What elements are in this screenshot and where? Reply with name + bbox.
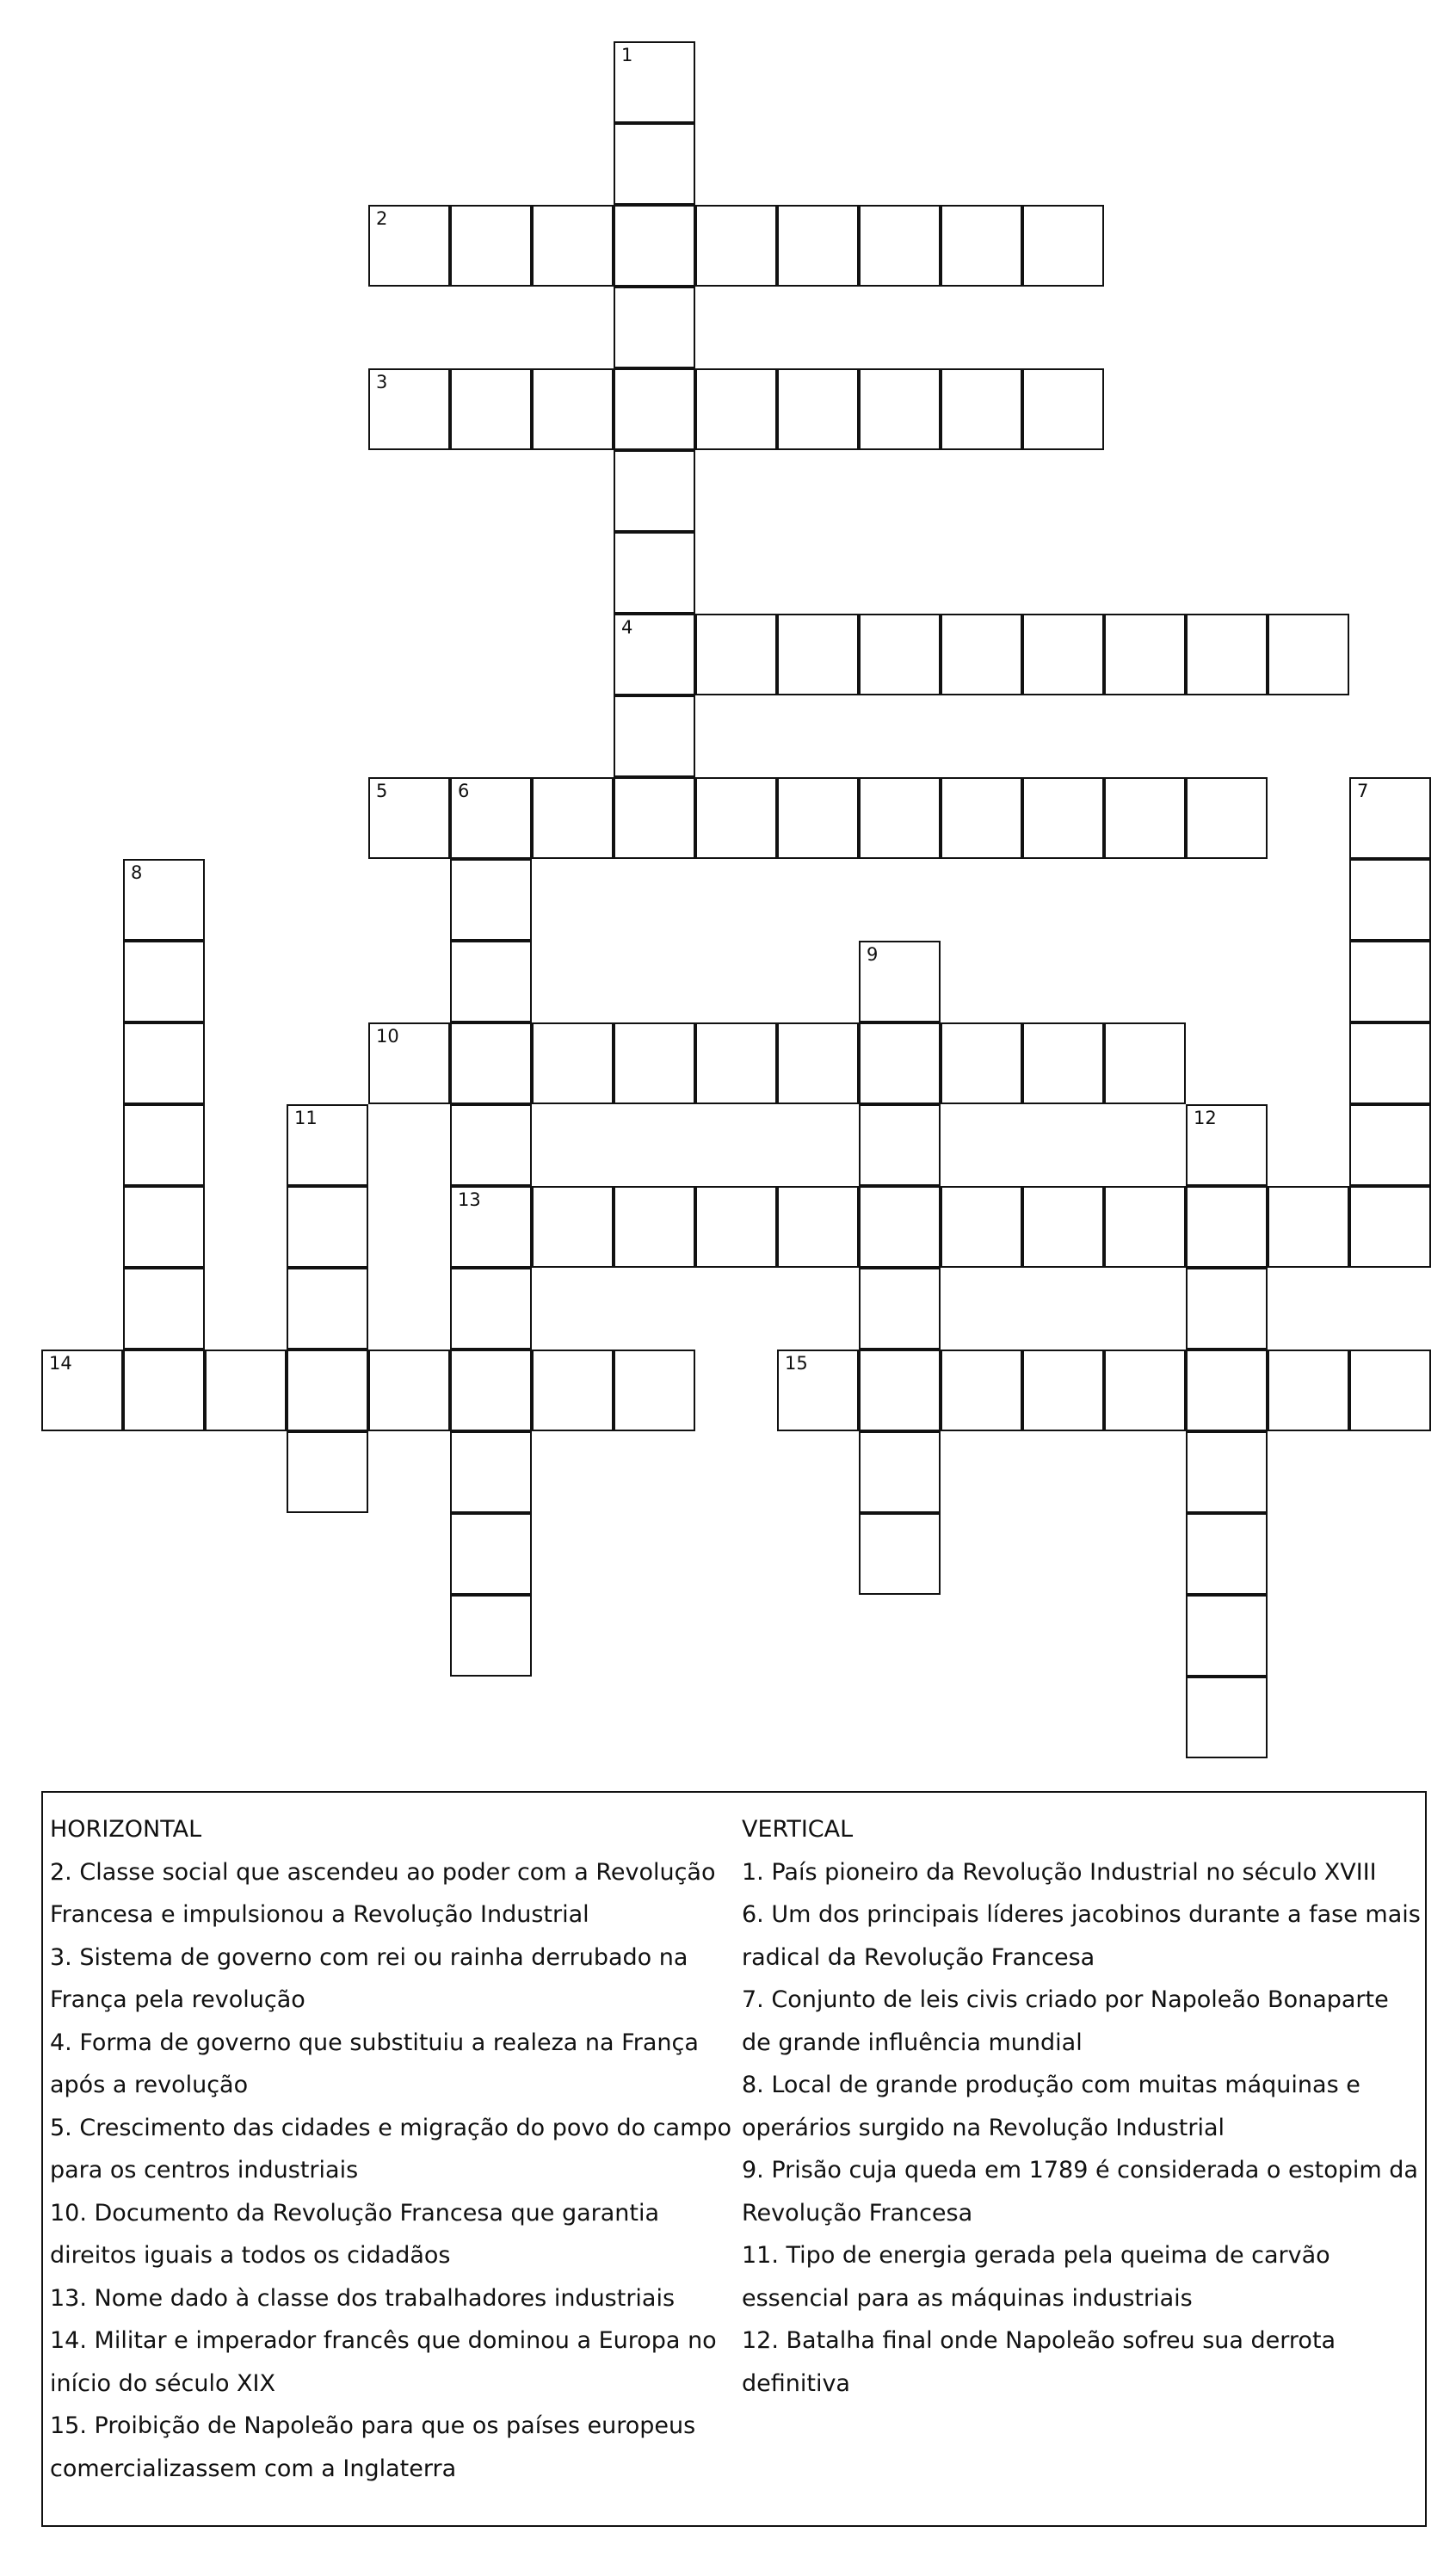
grid-cell[interactable] [614, 205, 695, 287]
grid-cell[interactable] [1022, 777, 1104, 859]
grid-cell[interactable] [368, 205, 450, 287]
grid-cell[interactable] [450, 1022, 532, 1104]
grid-cell[interactable] [1268, 1186, 1349, 1268]
clue-number: 5 [376, 781, 388, 801]
vertical-heading: VERTICAL [742, 1816, 854, 1843]
grid-cell[interactable] [1104, 1350, 1186, 1431]
grid-cell[interactable] [859, 941, 941, 1022]
grid-cell[interactable] [1104, 1022, 1186, 1104]
grid-cell[interactable] [450, 1431, 532, 1513]
grid-cell[interactable] [532, 777, 614, 859]
grid-cell[interactable] [1349, 859, 1431, 941]
grid-cell[interactable] [777, 777, 859, 859]
grid-cell[interactable] [1186, 1677, 1268, 1758]
grid-cell[interactable] [1186, 1104, 1268, 1186]
clue-h-4: 4. Forma de governo que substituiu a realeza na França após a revolução [50, 2029, 699, 2098]
grid-cell[interactable] [1268, 614, 1349, 695]
grid-cell[interactable] [695, 1022, 777, 1104]
grid-cell[interactable] [777, 614, 859, 695]
grid-cell[interactable] [123, 1186, 205, 1268]
clues-box [41, 1791, 1427, 2527]
grid-cell[interactable] [205, 1350, 287, 1431]
grid-cell[interactable] [368, 1022, 450, 1104]
grid-cell[interactable] [614, 1186, 695, 1268]
grid-cell[interactable] [1268, 1350, 1349, 1431]
clue-h-14: 14. Militar e imperador francês que dominou a Europa no início do século XIX [50, 2327, 717, 2397]
clue-number: 11 [294, 1108, 318, 1128]
grid-cell[interactable] [859, 1022, 941, 1104]
clue-v-9: 9. Prisão cuja queda em 1789 é considerada o estopim da Revolução Francesa [742, 2157, 1418, 2227]
clue-number: 15 [785, 1353, 808, 1374]
grid-cell[interactable] [123, 1022, 205, 1104]
clue-number: 12 [1194, 1108, 1217, 1128]
grid-cell[interactable] [532, 368, 614, 450]
grid-cell[interactable] [695, 368, 777, 450]
grid-cell[interactable] [859, 1104, 941, 1186]
grid-cell[interactable] [1022, 368, 1104, 450]
clue-number: 6 [458, 781, 470, 801]
grid-cell[interactable] [368, 368, 450, 450]
clue-number: 2 [376, 208, 388, 229]
grid-cell[interactable] [1349, 941, 1431, 1022]
grid-cell[interactable] [1349, 1350, 1431, 1431]
grid-cell[interactable] [1186, 614, 1268, 695]
grid-cell[interactable] [1349, 777, 1431, 859]
clue-h-13: 13. Nome dado à classe dos trabalhadores industriais [50, 2284, 676, 2312]
grid-cell[interactable] [450, 1513, 532, 1595]
grid-cell[interactable] [1022, 614, 1104, 695]
clue-h-10: 10. Documento da Revolução Francesa que garantia direitos iguais a todos os cidadãos [50, 2199, 660, 2269]
grid-cell[interactable] [41, 1350, 123, 1431]
grid-cell[interactable] [614, 777, 695, 859]
grid-cell[interactable] [287, 1104, 368, 1186]
clue-number: 10 [376, 1026, 399, 1047]
grid-cell[interactable] [941, 1022, 1022, 1104]
grid-cell[interactable] [614, 287, 695, 368]
grid-cell[interactable] [450, 1186, 532, 1268]
clue-number: 4 [621, 617, 633, 638]
clue-number: 13 [458, 1189, 481, 1210]
clue-number: 1 [621, 45, 633, 65]
grid-cell[interactable] [123, 1268, 205, 1350]
grid-cell[interactable] [614, 41, 695, 123]
grid-cell[interactable] [1104, 1186, 1186, 1268]
grid-cell[interactable] [1022, 1022, 1104, 1104]
grid-cell[interactable] [1022, 1186, 1104, 1268]
grid-cell[interactable] [1104, 777, 1186, 859]
grid-cell[interactable] [614, 368, 695, 450]
clue-v-1: 1. País pioneiro da Revolução Industrial no século XVIII [742, 1858, 1377, 1886]
grid-cell[interactable] [777, 1186, 859, 1268]
grid-cell[interactable] [859, 1431, 941, 1513]
clue-number: 8 [131, 862, 143, 883]
grid-cell[interactable] [614, 450, 695, 532]
clue-h-3: 3. Sistema de governo com rei ou rainha derrubado na França pela revolução [50, 1943, 688, 2013]
grid-cell[interactable] [941, 368, 1022, 450]
grid-cell[interactable] [450, 1350, 532, 1431]
grid-cell[interactable] [532, 1350, 614, 1431]
grid-cell[interactable] [859, 777, 941, 859]
clue-number: 7 [1357, 781, 1369, 801]
grid-cell[interactable] [1104, 614, 1186, 695]
grid-cell[interactable] [614, 1022, 695, 1104]
grid-cell[interactable] [1349, 1186, 1431, 1268]
grid-cell[interactable] [123, 1104, 205, 1186]
clue-number: 14 [49, 1353, 72, 1374]
grid-cell[interactable] [777, 1022, 859, 1104]
clue-v-11: 11. Tipo de energia gerada pela queima de carvão essencial para as máquinas industriais [742, 2242, 1330, 2312]
grid-cell[interactable] [859, 1513, 941, 1595]
clue-h-2: 2. Classe social que ascendeu ao poder com a Revolução Francesa e impulsionou a Revolução Industrial [50, 1858, 716, 1928]
grid-cell[interactable] [614, 695, 695, 777]
grid-cell[interactable] [1349, 1022, 1431, 1104]
grid-cell[interactable] [450, 941, 532, 1022]
grid-cell[interactable] [1186, 1186, 1268, 1268]
clue-v-12: 12. Batalha final onde Napoleão sofreu sua derrota definitiva [742, 2327, 1336, 2397]
grid-cell[interactable] [450, 1595, 532, 1677]
grid-cell[interactable] [450, 205, 532, 287]
grid-cell[interactable] [287, 1350, 368, 1431]
grid-cell[interactable] [532, 1186, 614, 1268]
grid-cell[interactable] [1186, 777, 1268, 859]
grid-cell[interactable] [695, 777, 777, 859]
grid-cell[interactable] [450, 1268, 532, 1350]
grid-cell[interactable] [777, 1350, 859, 1431]
grid-cell[interactable] [368, 1350, 450, 1431]
grid-cell[interactable] [777, 368, 859, 450]
grid-cell[interactable] [1186, 1513, 1268, 1595]
grid-cell[interactable] [1022, 1350, 1104, 1431]
grid-cell[interactable] [695, 614, 777, 695]
clue-v-7: 7. Conjunto de leis civis criado por Napoleão Bonaparte de grande influência mundial [742, 1986, 1389, 2056]
grid-cell[interactable] [614, 614, 695, 695]
grid-cell[interactable] [695, 205, 777, 287]
grid-cell[interactable] [287, 1186, 368, 1268]
clue-number: 9 [867, 944, 879, 965]
grid-cell[interactable] [450, 1104, 532, 1186]
grid-cell[interactable] [859, 205, 941, 287]
grid-cell[interactable] [1186, 1268, 1268, 1350]
grid-cell[interactable] [695, 1186, 777, 1268]
grid-cell[interactable] [614, 1350, 695, 1431]
grid-cell[interactable] [614, 532, 695, 614]
grid-cell[interactable] [941, 1186, 1022, 1268]
grid-cell[interactable] [614, 123, 695, 205]
grid-cell[interactable] [859, 1186, 941, 1268]
grid-cell[interactable] [123, 1350, 205, 1431]
clue-h-5: 5. Crescimento das cidades e migração do povo do campo para os centros industriais [50, 2114, 732, 2183]
grid-cell[interactable] [1186, 1431, 1268, 1513]
grid-cell[interactable] [450, 859, 532, 941]
grid-cell[interactable] [941, 205, 1022, 287]
grid-cell[interactable] [287, 1431, 368, 1513]
horizontal-clues [50, 1808, 738, 2490]
grid-cell[interactable] [123, 941, 205, 1022]
grid-cell[interactable] [450, 777, 532, 859]
grid-cell[interactable] [1349, 1104, 1431, 1186]
grid-cell[interactable] [941, 777, 1022, 859]
grid-cell[interactable] [859, 368, 941, 450]
grid-cell[interactable] [123, 859, 205, 941]
clue-h-15: 15. Proibição de Napoleão para que os países europeus comercializassem com a Inglaterra [50, 2412, 696, 2482]
grid-cell[interactable] [1186, 1595, 1268, 1677]
grid-cell[interactable] [859, 614, 941, 695]
grid-cell[interactable] [941, 614, 1022, 695]
grid-cell[interactable] [859, 1268, 941, 1350]
clue-number: 3 [376, 372, 388, 392]
grid-cell[interactable] [1022, 205, 1104, 287]
grid-cell[interactable] [368, 777, 450, 859]
grid-cell[interactable] [777, 205, 859, 287]
vertical-clues [742, 1808, 1422, 2405]
grid-cell[interactable] [287, 1268, 368, 1350]
horizontal-heading: HORIZONTAL [50, 1816, 202, 1843]
grid-cell[interactable] [450, 368, 532, 450]
grid-cell[interactable] [859, 1350, 941, 1431]
clue-v-6: 6. Um dos principais líderes jacobinos durante a fase mais radical da Revolução Francesa [742, 1901, 1421, 1971]
grid-cell[interactable] [1186, 1350, 1268, 1431]
grid-cell[interactable] [532, 1022, 614, 1104]
clue-v-8: 8. Local de grande produção com muitas máquinas e operários surgido na Revolução Industrial [742, 2072, 1360, 2141]
grid-cell[interactable] [532, 205, 614, 287]
grid-cell[interactable] [941, 1350, 1022, 1431]
